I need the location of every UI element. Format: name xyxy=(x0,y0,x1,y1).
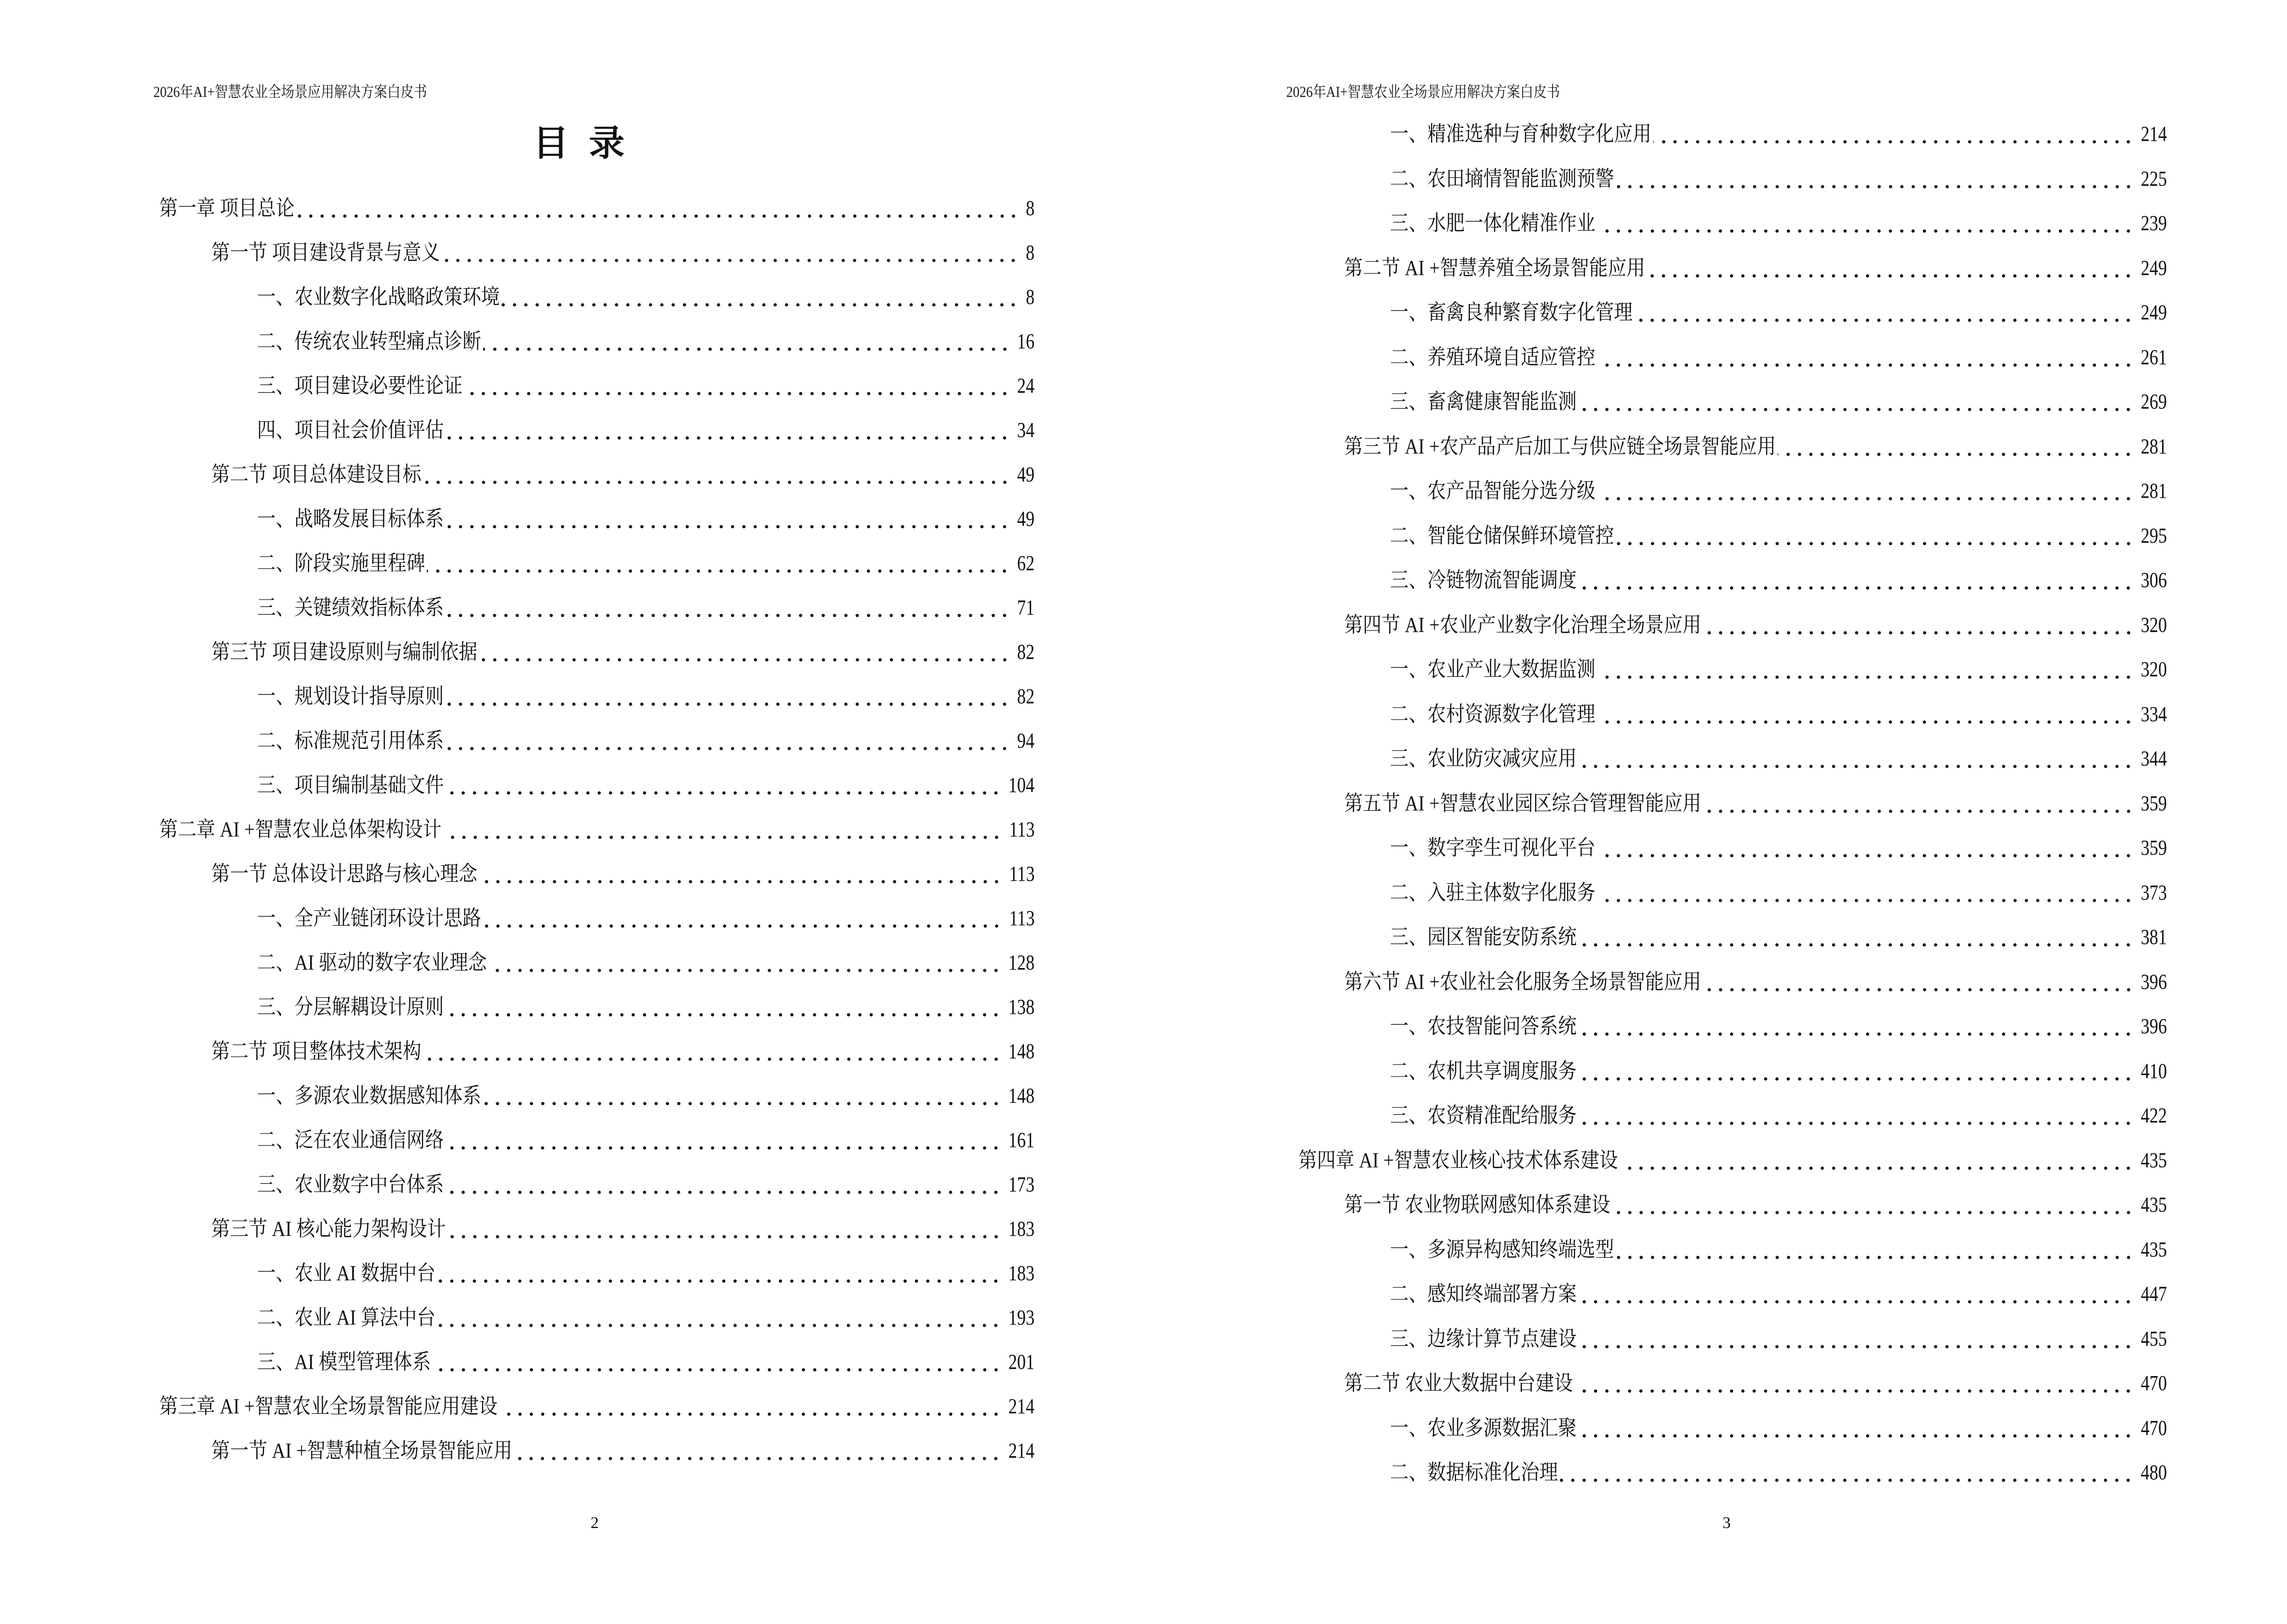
toc-entry-page-number: 281 xyxy=(2140,434,2167,458)
toc-entry-page-number: 161 xyxy=(1008,1128,1035,1152)
toc-entry-sub[interactable] xyxy=(1144,558,2167,603)
dot-leader xyxy=(1597,217,2134,238)
dot-leader xyxy=(433,1355,1002,1377)
toc-entry-label: 第五节 AI +智慧农业园区综合管理智能应用 xyxy=(1344,791,1702,815)
toc-entry-page-number: 435 xyxy=(2140,1148,2167,1172)
toc-entry-label: 二、数据标准化治理 xyxy=(1390,1460,1558,1484)
dot-leader xyxy=(1703,797,2134,818)
toc-entry-page-number: 373 xyxy=(2140,880,2167,904)
dot-leader xyxy=(446,778,1002,800)
toc-entry-page-number: 94 xyxy=(1017,729,1035,752)
toc-entry-label: 第二节 项目总体建设目标 xyxy=(211,463,422,486)
toc-entry-page-number: 201 xyxy=(1008,1350,1035,1374)
toc-entry-page-number: 334 xyxy=(2140,702,2167,726)
dot-leader xyxy=(1653,127,2134,149)
toc-entry-page-number: 261 xyxy=(2140,345,2167,369)
toc-entry-label: 一、畜禽良种繁育数字化管理 xyxy=(1390,300,1633,324)
dot-leader xyxy=(1597,708,2134,729)
toc-entry-page-number: 173 xyxy=(1008,1173,1035,1196)
toc-entry-sub[interactable] xyxy=(0,497,1035,541)
toc-entry-label: 一、全产业链闭环设计思路 xyxy=(257,906,481,930)
toc-entry-section[interactable] xyxy=(1144,1183,2167,1228)
toc-entry-sub[interactable] xyxy=(1144,1049,2167,1094)
toc-entry-page-number: 148 xyxy=(1008,1084,1035,1107)
toc-entry-label: 三、畜禽健康智能监测 xyxy=(1390,390,1577,413)
dot-leader xyxy=(1703,975,2134,996)
dot-leader xyxy=(446,423,1010,445)
toc-entry-sub[interactable] xyxy=(0,1162,1035,1207)
toc-entry-chapter[interactable] xyxy=(0,807,1035,852)
toc-entry-section[interactable] xyxy=(0,630,1035,674)
toc-entry-sub[interactable] xyxy=(0,1118,1035,1162)
toc-entry-label: 二、感知终端部署方案 xyxy=(1390,1282,1577,1306)
dot-leader xyxy=(1579,395,2134,416)
toc-entry-sub[interactable] xyxy=(0,1251,1035,1296)
toc-entry-sub[interactable] xyxy=(1144,1406,2167,1451)
toc-entry-label: 二、农村资源数字化管理 xyxy=(1390,702,1595,726)
dot-leader xyxy=(448,1222,1002,1243)
dot-leader xyxy=(1579,573,2134,595)
toc-entry-label: 第二章 AI +智慧农业总体架构设计 xyxy=(159,818,442,841)
dot-leader xyxy=(423,468,1010,489)
dot-leader xyxy=(1597,351,2134,372)
toc-entry-sub[interactable] xyxy=(0,319,1035,364)
toc-entry-sub[interactable] xyxy=(1144,647,2167,692)
toc-entry-page-number: 62 xyxy=(1017,551,1035,575)
dot-leader xyxy=(1616,172,2134,193)
toc-entry-page-number: 148 xyxy=(1008,1039,1035,1063)
dot-leader xyxy=(1579,1020,2134,1041)
toc-entry-page-number: 128 xyxy=(1008,951,1035,974)
toc-entry-label: 三、AI 模型管理体系 xyxy=(257,1350,431,1374)
toc-entry-page-number: 8 xyxy=(1025,285,1035,309)
dot-leader xyxy=(1597,663,2134,684)
toc-entry-sub[interactable] xyxy=(1144,871,2167,915)
page-number: 2 xyxy=(590,1514,599,1532)
toc-entry-label: 三、农业数字中台体系 xyxy=(257,1173,444,1196)
dot-leader xyxy=(1579,1421,2134,1443)
toc-entry-label: 第四节 AI +农业产业数字化治理全场景应用 xyxy=(1344,613,1702,637)
toc-entry-sub[interactable] xyxy=(1144,380,2167,424)
dot-leader xyxy=(446,1178,1002,1199)
toc-entry-label: 二、传统农业转型痛点诊断 xyxy=(257,329,481,353)
toc-entry-sub[interactable] xyxy=(1144,1004,2167,1049)
toc-entry-label: 三、农资精准配给服务 xyxy=(1390,1104,1577,1127)
toc-entry-page-number: 193 xyxy=(1008,1306,1035,1329)
toc-entry-sub[interactable] xyxy=(1144,112,2167,157)
toc-entry-label: 第一节 AI +智慧种植全场景智能应用 xyxy=(211,1439,513,1462)
dot-leader xyxy=(1579,1109,2134,1130)
dot-leader xyxy=(1612,1198,2134,1219)
toc-entry-sub[interactable] xyxy=(1144,1228,2167,1272)
toc-entry-page-number: 82 xyxy=(1017,640,1035,664)
toc-entry-sub[interactable] xyxy=(0,985,1035,1029)
toc-entry-label: 一、数字孪生可视化平台 xyxy=(1390,836,1595,860)
dot-leader xyxy=(446,512,1010,533)
toc-entry-sub[interactable] xyxy=(1144,290,2167,335)
toc-entry-label: 第二节 项目整体技术架构 xyxy=(211,1039,422,1063)
toc-entry-page-number: 422 xyxy=(2140,1104,2167,1127)
toc-entry-page-number: 225 xyxy=(2140,166,2167,191)
toc-entry-label: 第一节 项目建设背景与意义 xyxy=(211,241,440,264)
toc-entry-page-number: 295 xyxy=(2140,523,2167,547)
dot-leader xyxy=(1616,1243,2134,1264)
running-header: 2026年AI+智慧农业全场景应用解决方案白皮书 xyxy=(1286,83,1560,100)
toc-entry-page-number: 396 xyxy=(2140,1014,2167,1038)
toc-entry-sub[interactable] xyxy=(0,896,1035,941)
toc-entry-label: 第一节 总体设计思路与核心理念 xyxy=(211,862,477,886)
toc-entry-label: 第三节 AI +农产品产后加工与供应链全场景智能应用 xyxy=(1344,434,1776,458)
toc-entry-label: 一、农产品智能分选分级 xyxy=(1390,479,1595,503)
dot-leader xyxy=(1579,752,2134,773)
dot-leader xyxy=(464,379,1010,400)
dot-leader xyxy=(437,1311,1001,1332)
toc-entry-page-number: 470 xyxy=(2140,1371,2167,1395)
toc-entry-label: 三、水肥一体化精准作业 xyxy=(1390,211,1595,235)
toc-entry-chapter[interactable] xyxy=(1144,1138,2167,1183)
toc-entry-sub[interactable] xyxy=(0,275,1035,319)
toc-entry-label: 三、关键绩效指标体系 xyxy=(257,596,444,619)
toc-entry-label: 二、农业 AI 算法中台 xyxy=(257,1306,436,1329)
toc-entry-section[interactable] xyxy=(1144,960,2167,1005)
toc-entry-page-number: 359 xyxy=(2140,836,2167,860)
toc-entry-page-number: 447 xyxy=(2140,1282,2167,1306)
dot-leader xyxy=(1579,1332,2134,1353)
toc-entry-page-number: 138 xyxy=(1008,995,1035,1019)
toc-entry-page-number: 183 xyxy=(1008,1217,1035,1241)
toc-entry-sub[interactable] xyxy=(1144,692,2167,737)
toc-entry-sub[interactable] xyxy=(1144,514,2167,559)
dot-leader xyxy=(446,734,1010,755)
toc-entry-label: 二、智能仓储保鲜环境管控 xyxy=(1390,523,1614,547)
toc-entry-page-number: 113 xyxy=(1009,862,1035,886)
toc-entry-label: 三、分层解耦设计原则 xyxy=(257,995,444,1019)
toc-entry-sub[interactable] xyxy=(0,941,1035,985)
dot-leader xyxy=(446,601,1010,622)
toc-entry-sub[interactable] xyxy=(0,674,1035,719)
toc-entry-label: 一、战略发展目标体系 xyxy=(257,507,444,531)
toc-entry-label: 三、项目建设必要性论证 xyxy=(257,374,463,397)
toc-entry-sub[interactable] xyxy=(1144,1450,2167,1495)
dot-leader xyxy=(437,1267,1001,1288)
toc-entry-label: 一、农技智能问答系统 xyxy=(1390,1014,1577,1038)
toc-entry-page-number: 82 xyxy=(1017,684,1035,708)
toc-list-right xyxy=(1144,112,2167,1495)
toc-entry-page-number: 113 xyxy=(1009,818,1035,841)
toc-entry-label: 二、泛在农业通信网络 xyxy=(257,1128,444,1152)
dot-leader xyxy=(423,1045,1002,1066)
dot-leader xyxy=(1616,529,2134,550)
toc-entry-page-number: 49 xyxy=(1017,463,1035,486)
toc-entry-page-number: 113 xyxy=(1009,906,1035,930)
dot-leader xyxy=(479,867,1002,888)
dot-leader xyxy=(1560,1466,2134,1487)
toc-entry-label: 二、农田墒情智能监测预警 xyxy=(1390,166,1614,191)
toc-entry-section[interactable] xyxy=(0,1429,1035,1473)
toc-entry-page-number: 249 xyxy=(2140,300,2167,324)
toc-entry-page-number: 214 xyxy=(1008,1394,1035,1418)
dot-leader xyxy=(1579,1064,2134,1086)
toc-entry-section[interactable] xyxy=(1144,246,2167,291)
toc-entry-sub[interactable] xyxy=(0,586,1035,630)
toc-entry-section[interactable] xyxy=(0,1029,1035,1074)
page-right xyxy=(1144,0,2287,1624)
toc-entry-sub[interactable] xyxy=(0,719,1035,763)
toc-entry-label: 第四章 AI +智慧农业核心技术体系建设 xyxy=(1298,1148,1618,1172)
toc-entry-sub[interactable] xyxy=(0,1340,1035,1384)
toc-entry-label: 第一节 农业物联网感知体系建设 xyxy=(1344,1193,1610,1216)
toc-entry-sub[interactable] xyxy=(1144,335,2167,380)
toc-entry-sub[interactable] xyxy=(0,364,1035,408)
toc-entry-sub[interactable] xyxy=(0,1296,1035,1340)
toc-entry-page-number: 396 xyxy=(2140,969,2167,994)
toc-entry-sub[interactable] xyxy=(0,541,1035,586)
toc-entry-label: 三、园区智能安防系统 xyxy=(1390,925,1577,949)
toc-entry-section[interactable] xyxy=(0,1207,1035,1251)
dot-leader xyxy=(1634,306,2134,327)
toc-entry-label: 一、规划设计指导原则 xyxy=(257,684,444,708)
toc-entry-label: 一、农业 AI 数据中台 xyxy=(257,1261,436,1285)
toc-entry-page-number: 104 xyxy=(1008,773,1035,797)
toc-entry-sub[interactable] xyxy=(1144,201,2167,246)
toc-entry-label: 二、AI 驱动的数字农业理念 xyxy=(257,951,487,974)
toc-entry-sub[interactable] xyxy=(1144,826,2167,871)
toc-entry-sub[interactable] xyxy=(1144,737,2167,781)
toc-entry-label: 一、多源农业数据感知体系 xyxy=(257,1084,481,1107)
dot-leader xyxy=(446,690,1010,711)
toc-entry-sub[interactable] xyxy=(0,408,1035,452)
toc-entry-sub[interactable] xyxy=(1144,915,2167,960)
toc-entry-page-number: 269 xyxy=(2140,390,2167,413)
toc-entry-section[interactable] xyxy=(0,852,1035,896)
toc-entry-chapter[interactable] xyxy=(0,1384,1035,1429)
toc-entry-label: 二、标准规范引用体系 xyxy=(257,729,444,752)
toc-entry-page-number: 16 xyxy=(1017,329,1035,353)
dot-leader xyxy=(297,202,1019,223)
toc-entry-chapter[interactable] xyxy=(0,186,1035,231)
toc-entry-page-number: 281 xyxy=(2140,479,2167,503)
toc-entry-page-number: 49 xyxy=(1017,507,1035,531)
toc-entry-label: 第三节 项目建设原则与编制依据 xyxy=(211,640,477,664)
toc-entry-page-number: 239 xyxy=(2140,211,2167,235)
toc-entry-sub[interactable] xyxy=(1144,1317,2167,1362)
dot-leader xyxy=(1597,484,2134,505)
toc-entry-page-number: 410 xyxy=(2140,1059,2167,1083)
toc-entry-page-number: 359 xyxy=(2140,791,2167,815)
toc-entry-label: 第二节 农业大数据中台建设 xyxy=(1344,1371,1573,1395)
toc-entry-section[interactable] xyxy=(1144,424,2167,469)
toc-entry-sub[interactable] xyxy=(1144,1272,2167,1317)
toc-entry-page-number: 71 xyxy=(1017,596,1035,619)
dot-leader xyxy=(427,557,1010,578)
dot-leader xyxy=(1597,841,2134,862)
toc-entry-label: 第二节 AI +智慧养殖全场景智能应用 xyxy=(1344,256,1646,280)
toc-entry-label: 二、农机共享调度服务 xyxy=(1390,1059,1577,1083)
toc-entry-page-number: 8 xyxy=(1025,196,1035,220)
toc-entry-label: 第三章 AI +智慧农业全场景智能应用建设 xyxy=(159,1394,498,1418)
toc-entry-sub[interactable] xyxy=(1144,1093,2167,1138)
dot-leader xyxy=(479,645,1010,667)
toc-entry-section[interactable] xyxy=(1144,603,2167,648)
toc-entry-label: 第六节 AI +农业社会化服务全场景智能应用 xyxy=(1344,969,1702,994)
toc-entry-page-number: 435 xyxy=(2140,1237,2167,1261)
toc-entry-page-number: 435 xyxy=(2140,1193,2167,1216)
toc-entry-page-number: 381 xyxy=(2140,925,2167,949)
dot-leader xyxy=(514,1444,1001,1465)
toc-entry-page-number: 480 xyxy=(2140,1460,2167,1484)
dot-leader xyxy=(483,335,1010,356)
toc-entry-sub[interactable] xyxy=(0,763,1035,807)
dot-leader xyxy=(483,1089,1002,1110)
toc-entry-label: 一、精准选种与育种数字化应用 xyxy=(1390,122,1652,146)
toc-entry-sub[interactable] xyxy=(1144,157,2167,202)
toc-entry-label: 三、边缘计算节点建设 xyxy=(1390,1326,1577,1351)
toc-entry-section[interactable] xyxy=(0,231,1035,275)
toc-entry-label: 一、农业多源数据汇聚 xyxy=(1390,1416,1577,1440)
toc-entry-label: 一、农业产业大数据监测 xyxy=(1390,657,1595,681)
dot-leader xyxy=(444,823,1002,844)
page-number: 3 xyxy=(1722,1514,1731,1532)
toc-entry-page-number: 183 xyxy=(1008,1261,1035,1285)
toc-entry-page-number: 24 xyxy=(1017,374,1035,397)
dot-leader xyxy=(489,956,1002,977)
toc-entry-label: 第三节 AI 核心能力架构设计 xyxy=(211,1217,446,1241)
dot-leader xyxy=(446,1133,1002,1155)
dot-leader xyxy=(1579,1287,2134,1309)
toc-entry-page-number: 320 xyxy=(2140,657,2167,681)
dot-leader xyxy=(1579,930,2134,952)
toc-entry-page-number: 214 xyxy=(1008,1439,1035,1462)
toc-entry-page-number: 320 xyxy=(2140,613,2167,637)
toc-entry-page-number: 470 xyxy=(2140,1416,2167,1440)
toc-entry-label: 二、养殖环境自适应管控 xyxy=(1390,345,1595,369)
toc-entry-page-number: 214 xyxy=(2140,122,2167,146)
dot-leader xyxy=(1703,618,2134,640)
toc-entry-label: 三、冷链物流智能调度 xyxy=(1390,568,1577,592)
toc-entry-page-number: 34 xyxy=(1017,418,1035,442)
toc-entry-label: 第一章 项目总论 xyxy=(159,196,295,220)
toc-entry-label: 三、农业防灾减灾应用 xyxy=(1390,747,1577,770)
toc-entry-section[interactable] xyxy=(1144,1361,2167,1406)
toc-entry-label: 二、入驻主体数字化服务 xyxy=(1390,880,1595,904)
toc-entry-label: 二、阶段实施里程碑 xyxy=(257,551,425,575)
toc-entry-label: 一、农业数字化战略政策环境 xyxy=(257,285,500,309)
dot-leader xyxy=(500,1400,1002,1421)
dot-leader xyxy=(1620,1154,2134,1175)
dot-leader xyxy=(502,290,1019,312)
dot-leader xyxy=(442,246,1019,267)
toc-entry-page-number: 8 xyxy=(1025,241,1035,264)
toc-entry-sub[interactable] xyxy=(1144,469,2167,514)
dot-leader xyxy=(483,912,1002,933)
toc-title: 目录 xyxy=(533,124,645,164)
toc-entry-section[interactable] xyxy=(1144,781,2167,826)
toc-entry-label: 四、项目社会价值评估 xyxy=(257,418,444,442)
toc-list-left xyxy=(0,186,1035,1473)
dot-leader xyxy=(1597,886,2134,907)
running-header: 2026年AI+智慧农业全场景应用解决方案白皮书 xyxy=(153,83,427,100)
toc-entry-page-number: 455 xyxy=(2140,1326,2167,1351)
dot-leader xyxy=(1647,261,2134,283)
toc-entry-page-number: 306 xyxy=(2140,568,2167,592)
dot-leader xyxy=(446,1000,1002,1022)
toc-entry-label: 三、项目编制基础文件 xyxy=(257,773,444,797)
toc-entry-page-number: 249 xyxy=(2140,256,2167,280)
dot-leader xyxy=(1778,440,2134,461)
dot-leader xyxy=(1575,1377,2134,1398)
toc-entry-section[interactable] xyxy=(0,452,1035,497)
toc-entry-label: 一、多源异构感知终端选型 xyxy=(1390,1237,1614,1261)
toc-entry-page-number: 344 xyxy=(2140,747,2167,770)
toc-entry-sub[interactable] xyxy=(0,1074,1035,1118)
